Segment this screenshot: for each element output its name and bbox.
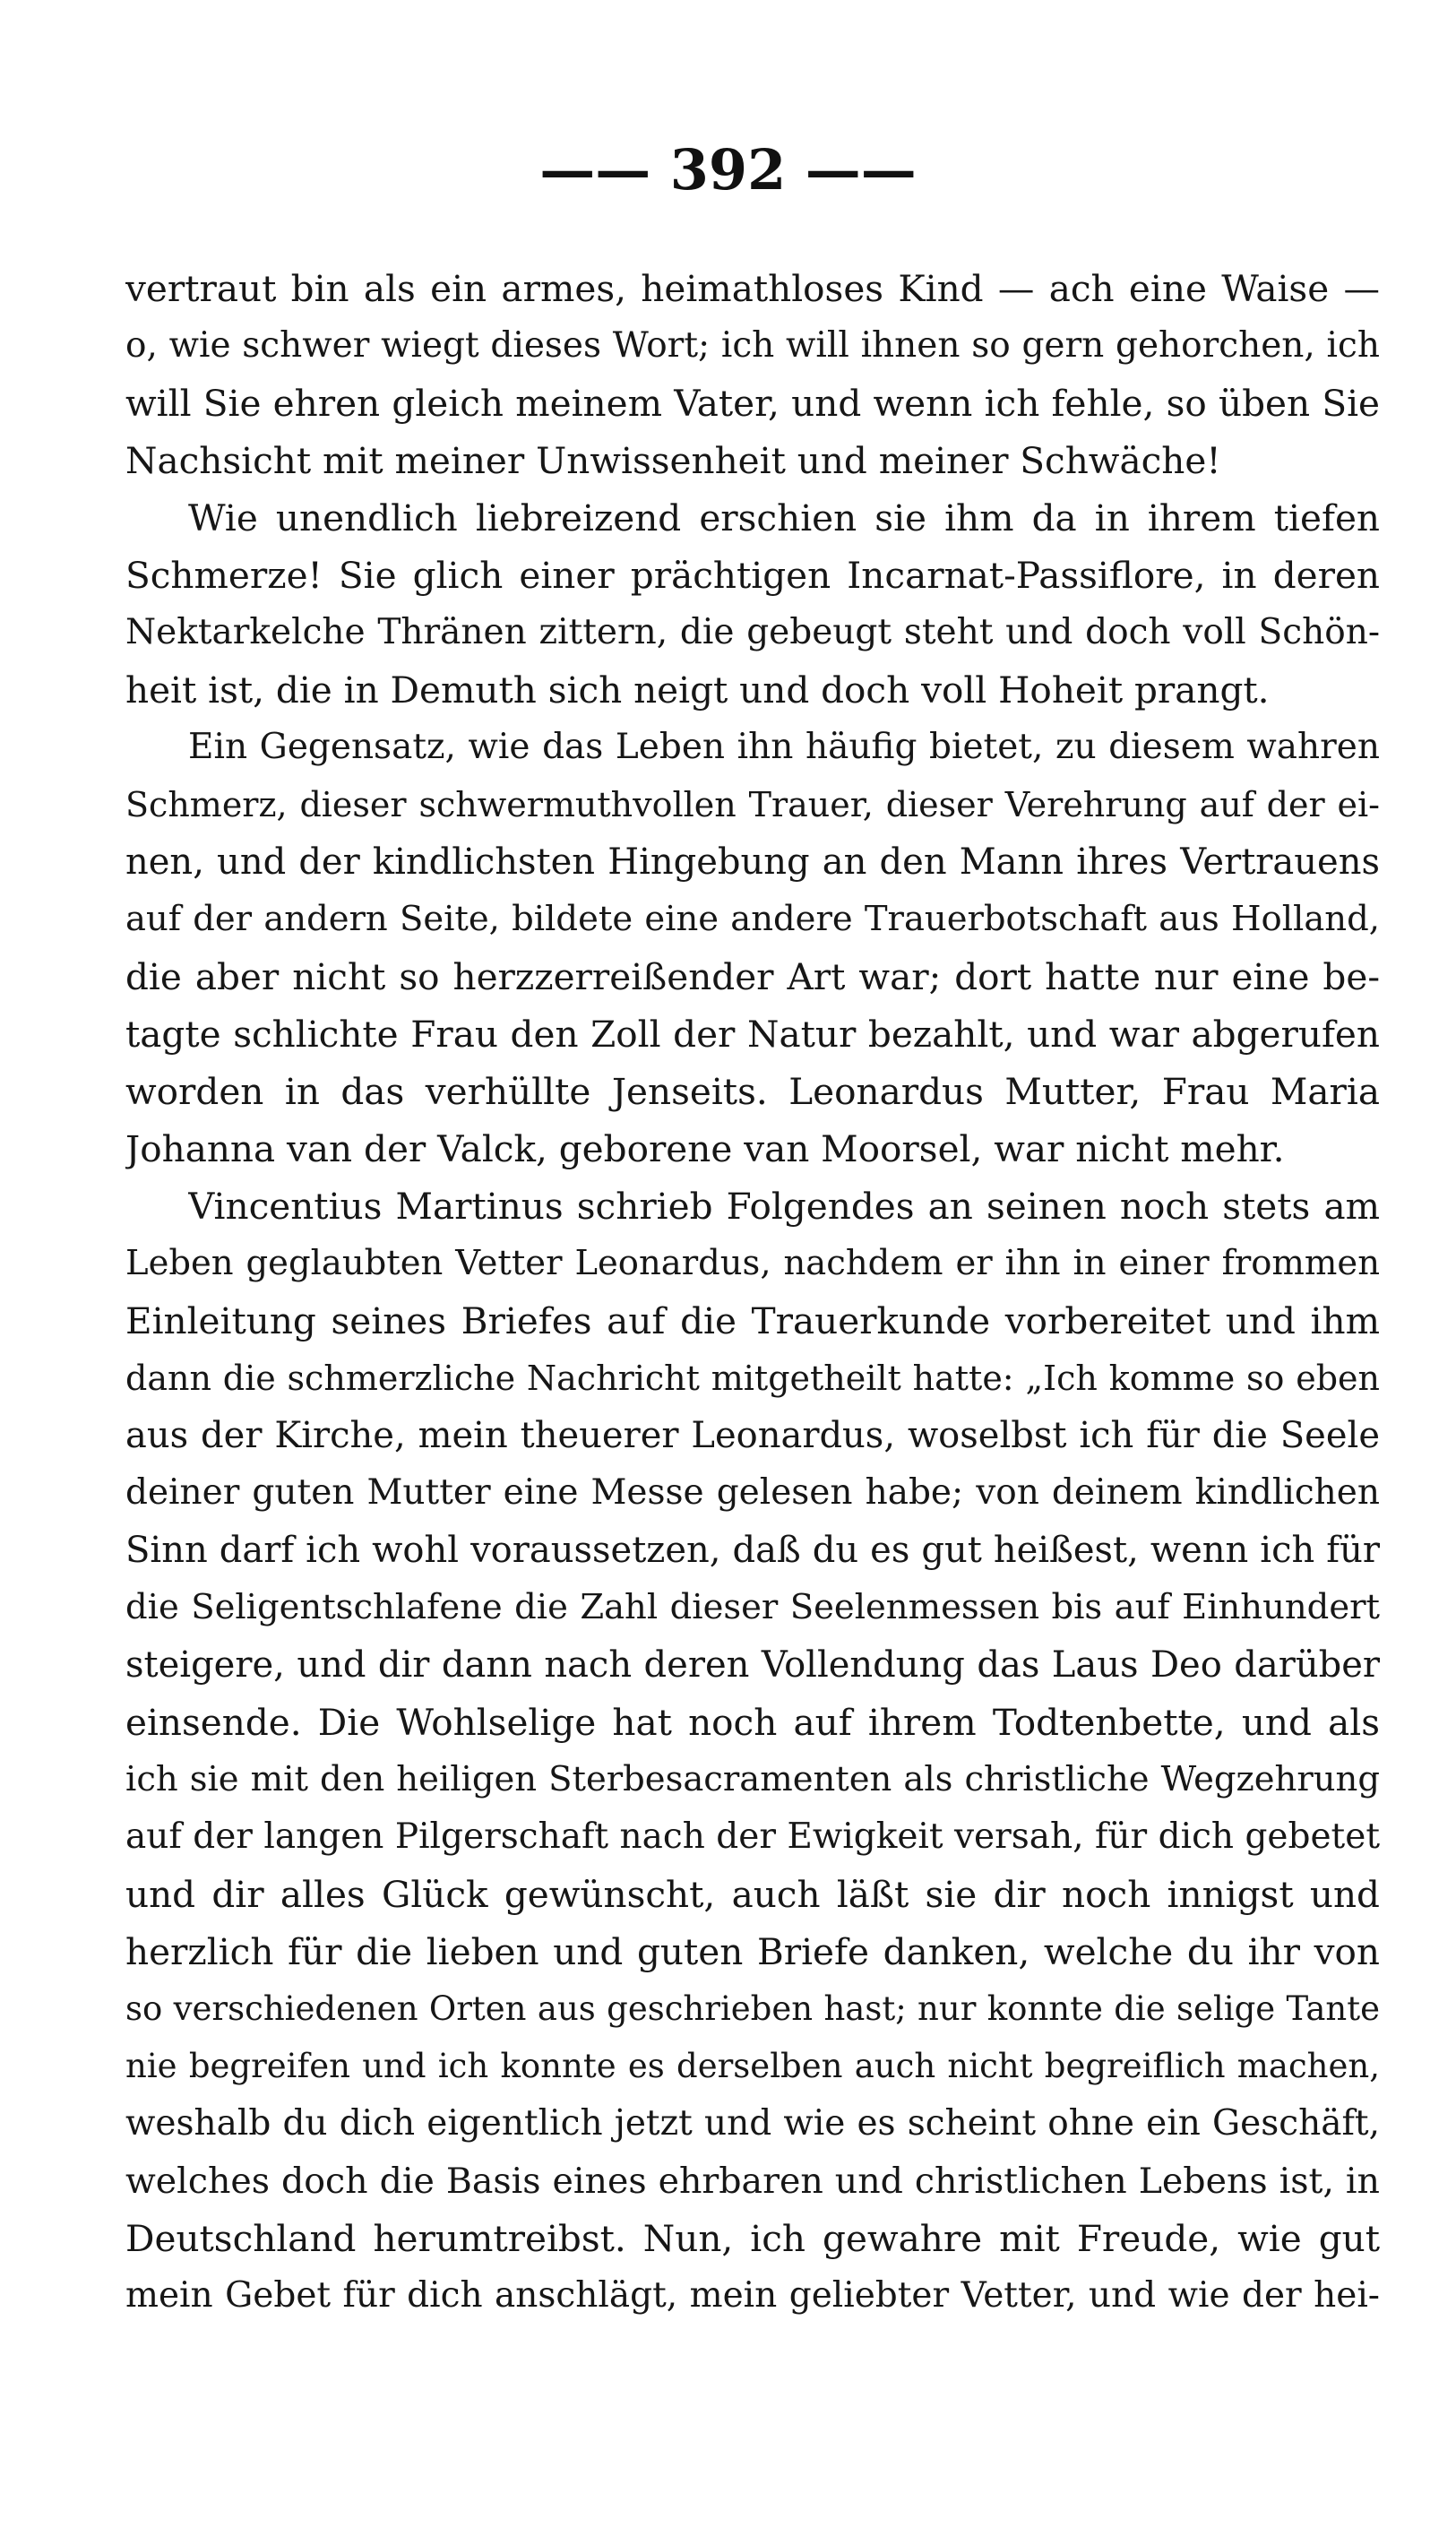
- text-line: nie begreifen und ich konnte es derselben auch nicht begreiflich machen,: [125, 2047, 1380, 2085]
- text-line: weshalb du dich eigentlich jetzt und wie es scheint ohne ein Geschäft,: [125, 2103, 1380, 2144]
- text-line: Johanna van der Valck, geborene van Moorsel, war nicht mehr.: [125, 1127, 1285, 1170]
- text-line: aus der Kirche, mein theuerer Leonardus, woselbst ich für die Seele: [125, 1415, 1380, 1456]
- text-line: auf der andern Seite, bildete eine andere Trauerbotschaft aus Holland,: [125, 899, 1380, 939]
- text-line: welches doch die Basis eines ehrbaren und christlichen Lebens ist, in: [125, 2161, 1380, 2202]
- text-line: heit ist, die in Demuth sich neigt und doch voll Hoheit prangt.: [125, 669, 1270, 712]
- text-line: Nachsicht mit meiner Unwissenheit und meiner Schwäche!: [125, 439, 1221, 482]
- paragraph-start-line: Ein Gegensatz, wie das Leben ihn häufig bietet, zu diesem wahren: [188, 727, 1380, 767]
- text-line: o, wie schwer wiegt dieses Wort; ich will ihnen so gern gehorchen, ich: [125, 325, 1380, 366]
- text-line: so verschiedenen Orten aus geschrieben hast; nur konnte die selige Tante: [125, 1989, 1380, 2028]
- text-line: deiner guten Mutter eine Messe gelesen habe; von deinem kindlichen: [125, 1472, 1380, 1513]
- text-line: dann die schmerzliche Nachricht mitgetheilt hatte: „Ich komme so eben: [125, 1359, 1380, 1398]
- text-line: Schmerz, dieser schwermuthvollen Trauer, dieser Verehrung auf der ei-: [125, 785, 1380, 824]
- text-line: will Sie ehren gleich meinem Vater, und wenn ich fehle, so üben Sie: [125, 382, 1380, 425]
- text-line: und dir alles Glück gewünscht, auch läßt sie dir noch innigst und: [125, 1873, 1380, 1916]
- text-line: die Seligentschlafene die Zahl dieser Seelenmessen bis auf Einhundert: [125, 1587, 1380, 1627]
- paragraph-start-line: Wie unendlich liebreizend erschien sie ihm da in ihrem tiefen: [188, 496, 1380, 539]
- text-line: steigere, und dir dann nach deren Vollendung das Laus Deo darüber: [125, 1644, 1380, 1686]
- text-line: tagte schlichte Frau den Zoll der Natur bezahlt, und war abgerufen: [125, 1013, 1380, 1056]
- text-line: Nektarkelche Thränen zittern, die gebeugt steht und doch voll Schön-: [125, 612, 1380, 652]
- text-line: die aber nicht so herzzerreißender Art war; dort hatte nur eine be-: [125, 955, 1380, 998]
- text-line: Sinn darf ich wohl voraussetzen, daß du es gut heißest, wenn ich für: [125, 1530, 1380, 1571]
- text-line: worden in das verhüllte Jenseits. Leonardus Mutter, Frau Maria: [125, 1070, 1380, 1113]
- text-line: auf der langen Pilgerschaft nach der Ewigkeit versah, für dich gebetet: [125, 1816, 1380, 1857]
- text-line: Einleitung seines Briefes auf die Trauerkunde vorbereitet und ihm: [125, 1299, 1380, 1342]
- text-line: Leben geglaubten Vetter Leonardus, nachdem er ihn in einer frommen: [125, 1243, 1380, 1283]
- page-number: —— 392 ——: [539, 137, 917, 203]
- text-line: mein Gebet für dich anschlägt, mein geliebter Vetter, und wie der hei-: [125, 2275, 1380, 2316]
- text-line: vertraut bin als ein armes, heimathloses Kind — ach eine Waise —: [125, 267, 1380, 310]
- text-line: Deutschland herumtreibst. Nun, ich gewahre mit Freude, wie gut: [125, 2217, 1380, 2260]
- text-line: ich sie mit den heiligen Sterbesacramenten als christliche Wegzehrung: [125, 1759, 1380, 1799]
- text-line: Schmerze! Sie glich einer prächtigen Incarnat-Passiflore, in deren: [125, 554, 1380, 597]
- paragraph-start-line: Vincentius Martinus schrieb Folgendes an seinen noch stets am: [188, 1185, 1380, 1228]
- text-line: nen, und der kindlichsten Hingebung an den Mann ihres Vertrauens: [125, 841, 1380, 883]
- text-line: herzlich für die lieben und guten Briefe danken, welche du ihr von: [125, 1930, 1380, 1973]
- text-line: einsende. Die Wohlselige hat noch auf ihrem Todtenbette, und als: [125, 1701, 1380, 1744]
